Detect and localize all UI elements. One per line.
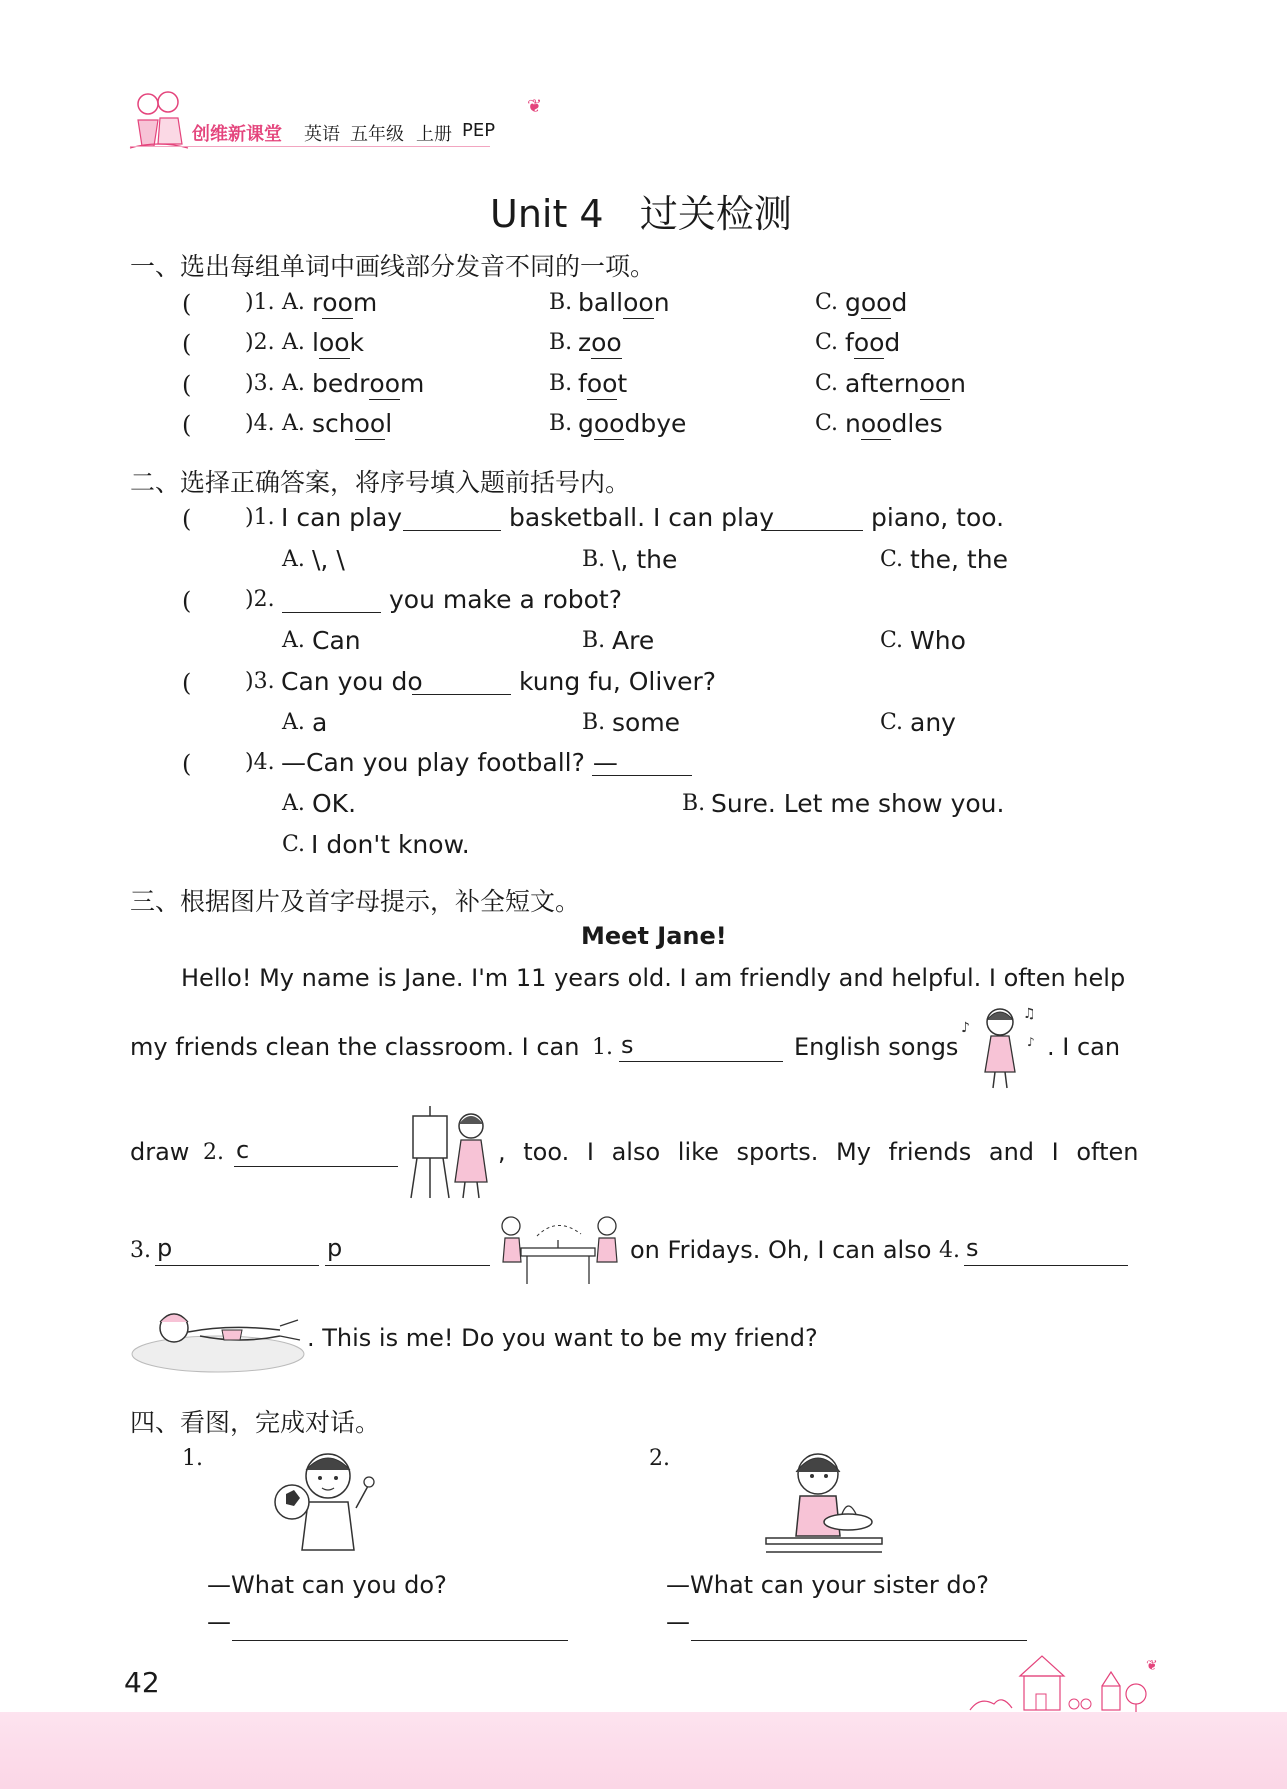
option-c-word: food <box>845 328 901 357</box>
castle-illustration <box>950 1650 1170 1714</box>
option-b-text: \, the <box>612 545 678 574</box>
option-a-label: A. <box>282 330 305 355</box>
option-b-label: B. <box>582 710 606 735</box>
header-volume: 上册 <box>416 124 452 145</box>
option-c-label: C. <box>815 411 839 436</box>
passage-line-3-start: draw <box>130 1138 190 1166</box>
butterfly-icon: ❦ <box>527 96 543 117</box>
blank-1-number: 1. <box>592 1035 613 1060</box>
option-c-text: any <box>910 708 956 737</box>
svg-text:❦: ❦ <box>1146 1658 1158 1674</box>
page-number: 42 <box>124 1666 160 1699</box>
option-c-label: C. <box>880 628 904 653</box>
dialogue-2-answer-line[interactable] <box>691 1640 1027 1641</box>
option-c-word: noodles <box>845 409 943 438</box>
section4-heading: 四、看图，完成对话。 <box>130 1408 381 1437</box>
header-rule <box>130 146 490 147</box>
option-c-text: Who <box>910 626 966 655</box>
passage-line-4-mid: on Fridays. Oh, I can also <box>630 1236 932 1264</box>
drawing-girl-illustration <box>405 1102 500 1202</box>
option-a-text: Can <box>312 626 361 655</box>
q1-blank-1[interactable] <box>403 530 501 531</box>
blank-4-hint: s <box>966 1234 979 1262</box>
blank-2-line[interactable] <box>234 1166 398 1167</box>
option-c-text: the, the <box>910 545 1008 574</box>
answer-paren-open[interactable]: ( <box>182 411 192 439</box>
item-number: )3. <box>245 669 275 694</box>
item-number: )2. <box>245 330 275 355</box>
item-number: )1. <box>245 290 275 315</box>
option-b-word: goodbye <box>578 409 687 438</box>
option-a-label: A. <box>282 628 305 653</box>
header-edition: PEP <box>462 120 496 141</box>
answer-paren-open[interactable]: ( <box>182 669 192 697</box>
option-b-text: Sure. Let me show you. <box>711 789 1005 818</box>
page-title: Unit 4 过关检测 <box>490 192 792 236</box>
option-a-text: \, \ <box>312 545 345 574</box>
blank-3a-hint: p <box>157 1234 173 1262</box>
option-b-label: B. <box>582 547 606 572</box>
option-b-label: B. <box>549 411 573 436</box>
blank-3a-line[interactable] <box>155 1265 319 1266</box>
option-a-word: room <box>312 288 378 317</box>
svg-text:♪: ♪ <box>961 1020 970 1036</box>
item-number: )1. <box>245 505 275 530</box>
answer-paren-open[interactable]: ( <box>182 750 192 778</box>
passage-line-3-end: , too. I also like sports. My friends and I often <box>498 1138 1139 1166</box>
option-b-word: zoo <box>578 328 622 357</box>
blank-2-number: 2. <box>203 1140 224 1165</box>
option-a-label: A. <box>282 710 305 735</box>
item-number: )4. <box>245 411 275 436</box>
option-a-text: a <box>312 708 328 737</box>
header-brand: 创维新课堂 <box>192 124 282 145</box>
svg-text:♪: ♪ <box>1027 1035 1035 1049</box>
item-number: )2. <box>245 587 275 612</box>
blank-1-hint: s <box>621 1031 634 1059</box>
answer-paren-open[interactable]: ( <box>182 290 192 318</box>
q2-blank[interactable] <box>282 612 381 613</box>
option-a-text: OK. <box>312 789 357 818</box>
q1-blank-2[interactable] <box>764 530 863 531</box>
option-c-word: good <box>845 288 908 317</box>
ping-pong-illustration <box>497 1212 622 1286</box>
option-c-label: C. <box>815 371 839 396</box>
q3-blank[interactable] <box>412 694 511 695</box>
swimming-girl-illustration <box>130 1296 307 1376</box>
option-b-label: B. <box>549 330 573 355</box>
passage-line-1: Hello! My name is Jane. I'm 11 years old. I am friendly and helpful. I often help <box>181 964 1126 992</box>
header-grade: 五年级 <box>350 124 404 145</box>
blank-1-line[interactable] <box>619 1061 783 1062</box>
section1-heading: 一、选出每组单词中画线部分发音不同的一项。 <box>130 252 656 281</box>
option-a-word: look <box>312 328 365 357</box>
girl-cooking-illustration <box>760 1442 888 1558</box>
boy-with-ball-illustration <box>272 1442 380 1552</box>
option-a-label: A. <box>282 290 305 315</box>
answer-paren-open[interactable]: ( <box>182 330 192 358</box>
dialogue-2-question: —What can your sister do? <box>666 1571 990 1599</box>
q1-text-2: basketball. I can play <box>509 503 775 532</box>
blank-3b-hint: p <box>327 1234 343 1262</box>
option-b-label: B. <box>549 290 573 315</box>
option-c-label: C. <box>815 330 839 355</box>
q2-text: you make a robot? <box>389 585 622 614</box>
answer-paren-open[interactable]: ( <box>182 505 192 533</box>
dialogue-1-answer-line[interactable] <box>232 1640 568 1641</box>
option-b-label: B. <box>549 371 573 396</box>
dialogue-1-question: —What can you do? <box>207 1571 447 1599</box>
item-number: )4. <box>245 750 275 775</box>
option-c-label: C. <box>282 832 306 857</box>
option-a-label: A. <box>282 547 305 572</box>
blank-3b-line[interactable] <box>325 1265 490 1266</box>
footer-band <box>0 1712 1287 1789</box>
dialogue-2-number: 2. <box>649 1446 670 1471</box>
option-b-word: balloon <box>578 288 670 317</box>
dialogue-1-number: 1. <box>182 1446 203 1471</box>
option-b-text: Are <box>612 626 655 655</box>
singing-girl-illustration <box>955 1002 1045 1090</box>
section3-heading: 三、根据图片及首字母提示，补全短文。 <box>130 887 581 916</box>
q1-text-1: I can play <box>281 503 403 532</box>
dialogue-1-answer-dash: — <box>207 1608 231 1636</box>
option-c-word: afternoon <box>845 369 967 398</box>
q3-text-2: kung fu, Oliver? <box>519 667 717 696</box>
option-b-text: some <box>612 708 681 737</box>
blank-2-hint: c <box>236 1136 250 1164</box>
svg-text:♫: ♫ <box>1023 1006 1036 1022</box>
option-b-label: B. <box>582 628 606 653</box>
answer-paren-open[interactable]: ( <box>182 587 192 615</box>
passage-line-5: . This is me! Do you want to be my friend? <box>307 1324 818 1352</box>
option-c-text: I don't know. <box>311 830 470 859</box>
option-a-word: bedroom <box>312 369 425 398</box>
q1-text-3: piano, too. <box>871 503 1005 532</box>
header-subject: 英语 <box>304 124 340 145</box>
option-c-label: C. <box>880 710 904 735</box>
blank-4-line[interactable] <box>964 1265 1128 1266</box>
q3-text-1: Can you do <box>281 667 423 696</box>
dialogue-2-answer-dash: — <box>666 1608 690 1636</box>
q4-blank[interactable] <box>592 775 692 776</box>
passage-line-2-mid: English songs <box>794 1033 959 1061</box>
passage-line-2-start: my friends clean the classroom. I can <box>130 1033 580 1061</box>
option-a-label: A. <box>282 411 305 436</box>
q4-text: —Can you play football? — <box>281 748 618 777</box>
option-a-label: A. <box>282 371 305 396</box>
option-c-label: C. <box>815 290 839 315</box>
answer-paren-open[interactable]: ( <box>182 371 192 399</box>
option-a-word: school <box>312 409 393 438</box>
section2-heading: 二、选择正确答案，将序号填入题前括号内。 <box>130 468 631 497</box>
option-c-label: C. <box>880 547 904 572</box>
passage-line-2-end: . I can <box>1047 1033 1121 1061</box>
blank-4-number: 4. <box>939 1238 960 1263</box>
option-a-label: A. <box>282 791 305 816</box>
option-b-label: B. <box>682 791 706 816</box>
item-number: )3. <box>245 371 275 396</box>
blank-3-number: 3. <box>130 1238 151 1263</box>
passage-title: Meet Jane! <box>581 922 727 950</box>
option-b-word: foot <box>578 369 628 398</box>
